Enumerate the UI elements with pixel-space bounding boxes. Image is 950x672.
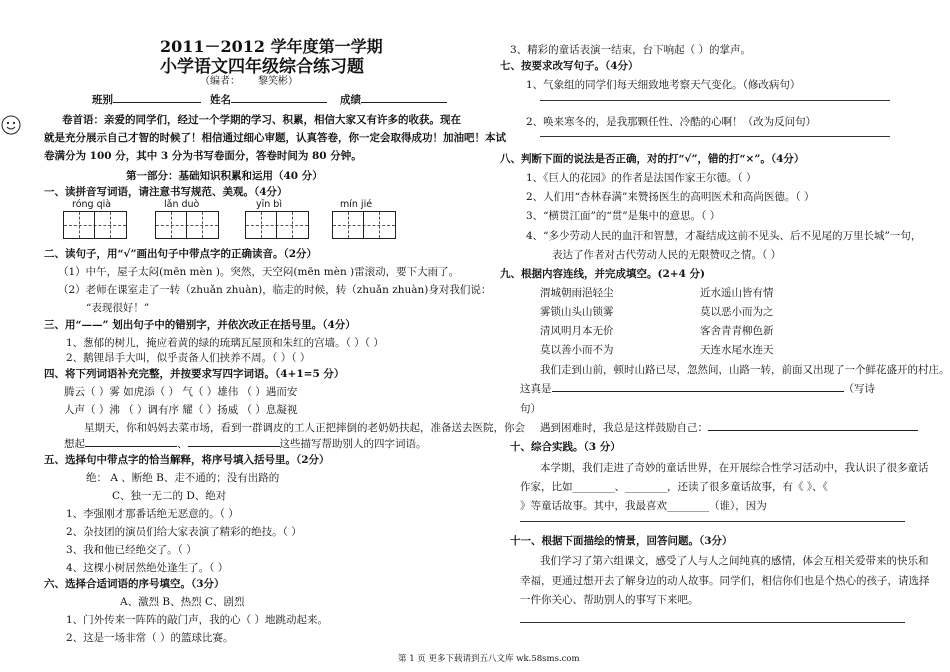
- part1-title: 第一部分：基础知识积累和运用（40 分）: [126, 170, 323, 182]
- q6-line-1: 1、门外传来一阵阵的敲门声，我的心（ ）地跳动起来。: [66, 614, 329, 626]
- q4-line-2: 人声（ ）沸 （ ）调有序 耀（ ）扬威 （ ）息凝视: [64, 404, 298, 416]
- q9-left-3[interactable]: 清风明月本无价: [540, 325, 614, 337]
- q4-line-3: 星期天，你和妈妈去菜市场，看到一群调皮的工人正把摔倒的老奶奶扶起，准备送去医院，你会: [84, 422, 525, 434]
- q9-left-4[interactable]: 莫以善小而不为: [540, 344, 614, 356]
- writing-grid-4[interactable]: [332, 211, 396, 239]
- q7-answer-line-1[interactable]: [540, 100, 890, 101]
- q8-line-2: 2、人们用“杏林春满”来赞扬医生的高明医术和高尚医德。（ ）: [526, 191, 815, 203]
- q11-answer-line[interactable]: [520, 622, 905, 623]
- q5-line-2: 2、杂技团的演员们给大家表演了精彩的绝技。（ ）: [66, 526, 302, 538]
- q9-paragraph-4: 遇到困难时，我总是这样鼓励自己：: [540, 420, 918, 435]
- q7-answer-line-2[interactable]: [540, 136, 890, 137]
- q6-line-2: 2、这是一场非常（ ）的篮球比赛。: [66, 632, 234, 644]
- q9-left-1[interactable]: 渭城朝雨浥轻尘: [540, 287, 614, 299]
- writing-grid-1[interactable]: [63, 211, 127, 239]
- q10-answer-line[interactable]: [520, 521, 905, 522]
- q2-line-2: （2）老师在课室走了一转（zhuǎn zhuàn)，临走的时候，转（zhuǎn zhuàn)身对我们说：: [58, 284, 492, 296]
- q11-line-2: 幸福，更通过想开去了解身边的动人故事。同学们，相信你们也是个热心的孩子，请选择: [520, 575, 930, 587]
- q8-line-1: 1、《巨人的花园》的作者是法国作家王尔德。（ ）: [526, 172, 757, 184]
- smiley-face-icon: [1, 115, 21, 135]
- q4-line-4: 想起 、 这些描写帮助别人的四字词语。: [64, 438, 427, 450]
- intro-line-2: 就是充分展示自己才智的时候了！相信通过细心审题，认真答卷，你一定会取得成功！加油吧！本试: [44, 132, 506, 144]
- q7-title: 七、按要求改写句子。（4分）: [500, 60, 639, 72]
- q8-line-4b: 表达了作者对古代劳动人民的无限赞叹之情。（ ）: [552, 249, 782, 261]
- q6-line-3: 3、精彩的童话表演一结束，台下响起（ ）的掌声。: [510, 44, 752, 56]
- q2-line-3: “表现很好！”: [86, 302, 150, 314]
- q3-line-2: 2、鹅锂昂手大叫，似乎责备人们挟养不周。（ ）（ ）: [66, 352, 311, 364]
- editor: （编者： 黎笑彬）: [200, 76, 298, 87]
- q7-line-1: 1、气象组的同学们每天细致地考察天气变化。（修改病句）: [526, 79, 801, 91]
- intro-line-1: 卷首语：亲爱的同学们，经过一个学期的学习、积累，相信大家又有许多的收获。现在: [62, 114, 461, 126]
- q5-title: 五、选择句中带点字的恰当解释，将序号填入括号里。（2分）: [44, 454, 330, 466]
- q9-title: 九、根据内容连线，并完成填空。(2+4 分): [500, 268, 706, 280]
- score-field[interactable]: 成绩: [340, 92, 447, 107]
- q3-title: 三、用“——” 划出句子中的错别字，并依次改正在括号里。（4分）: [44, 319, 356, 331]
- intro-line-3: 卷满分为 100 分，其中 3 分为书写卷面分，答卷时间为 80 分钟。: [44, 150, 362, 162]
- q6-options: A、激烈 B、热烈 C、剧烈: [120, 596, 245, 608]
- q11-line-3: 一件你关心、帮助别人的事写下来吧。: [520, 594, 699, 606]
- q9-paragraph-2: 这真是 （写诗: [520, 383, 875, 395]
- q9-right-2[interactable]: 莫以恶小而为之: [700, 306, 774, 318]
- title-line-2: 小学语文四年级综合练习题: [160, 57, 364, 77]
- pinyin-1: róng qià: [72, 199, 112, 210]
- q10-line-3: 》等童话故事。其中，我最喜欢________（谁），因为: [520, 500, 767, 512]
- q7-line-2: 2、唤来寒冬的，是我那颗任性、冷酷的心啊！（改为反问句）: [526, 116, 817, 128]
- q8-title: 八、判断下面的说法是否正确，对的打“√”，错的打“×”。（4分）: [500, 153, 805, 165]
- writing-grid-3[interactable]: [245, 211, 309, 239]
- q5-options-1: 绝： A 、断绝 B、走不通的；没有出路的: [86, 472, 280, 484]
- q9-right-4[interactable]: 天连水尾水连天: [700, 344, 774, 356]
- class-field[interactable]: 班别: [92, 92, 201, 107]
- title-line-1: 2011－2012 学年度第一学期: [160, 37, 383, 56]
- name-field[interactable]: 姓名: [210, 92, 327, 107]
- q11-line-1: 我们学习了第六组课文，感受了人与人之间纯真的感情，体会互相关爱带来的快乐和: [540, 555, 929, 567]
- q5-line-1: 1、李强刚才那番话绝无恶意的。（ ）: [66, 508, 239, 520]
- pinyin-4: mín jié: [340, 199, 373, 210]
- q8-line-4a: 4、“多少劳动人民的血汗和智慧，才凝结成这前不见头、后不见尾的万里长城”一句，: [526, 230, 922, 242]
- q10-line-2: 作家，比如________、________，还读了很多童话故事，有《 》、《: [520, 481, 828, 493]
- q11-title: 十一、根据下面描绘的情景，回答问题。（3分）: [510, 535, 733, 547]
- q10-line-1: 本学期，我们走进了奇妙的童话世界，在开展综合性学习活动中，我认识了很多童话: [540, 462, 929, 474]
- pinyin-3: yīn bì: [256, 199, 282, 210]
- q6-title: 六、选择合适词语的序号填空。（3分）: [44, 578, 225, 590]
- q10-title: 十、综合实践。（3 分）: [510, 441, 621, 453]
- q9-right-1[interactable]: 近水遥山皆有情: [700, 287, 774, 299]
- q5-options-2: C、独一无二的 D、绝对: [112, 490, 227, 502]
- q1-title: 一、读拼音写词语，请注意书写规范、美观。（4分）: [44, 186, 288, 198]
- writing-grid-2[interactable]: [155, 211, 219, 239]
- q9-paragraph-1: 我们走到山前，顿时山路已尽，忽然间，山路一转，前面又出现了一个鲜花盛开的村庄。: [540, 364, 950, 376]
- q5-line-3: 3、我和他已经绝交了。（ ）: [66, 544, 197, 556]
- q4-title: 四、将下列词语补充完整，并按要求写四字词语。（4+1=5 分）: [44, 368, 345, 380]
- q3-line-1: 1、葱郁的树儿，掩应着黄的绿的琉璃瓦屋顶和朱红的宫墙。（ ）（ ）: [66, 337, 384, 349]
- q9-right-3[interactable]: 客舍青青柳色新: [700, 325, 774, 337]
- q4-line-1: 腾云（ ）雾 如虎添（ ） 气（ ）雄伟 （ ）遇而安: [64, 386, 298, 398]
- q8-line-3: 3、“横贯江面”的“贯”是集中的意思。（ ）: [526, 210, 721, 222]
- q9-paragraph-3: 句）: [520, 403, 541, 415]
- q2-title: 二、读句子，用“√”画出句子中带点字的正确读音。（2分）: [44, 248, 318, 260]
- q2-line-1: （1）中午，屋子太闷(mēn mèn )。突然，天空闷(mēn mèn )雷滚动，要下大雨了。: [58, 266, 460, 278]
- page-footer: 第 1 页 更多下载请到五八文库 wk.58sms.com: [398, 654, 580, 664]
- pinyin-2: lǎn duò: [164, 199, 200, 210]
- q5-line-4: 4、这棵小树居然绝处逢生了。（ ）: [66, 562, 229, 574]
- q9-left-2[interactable]: 雾锁山头山锁雾: [540, 306, 614, 318]
